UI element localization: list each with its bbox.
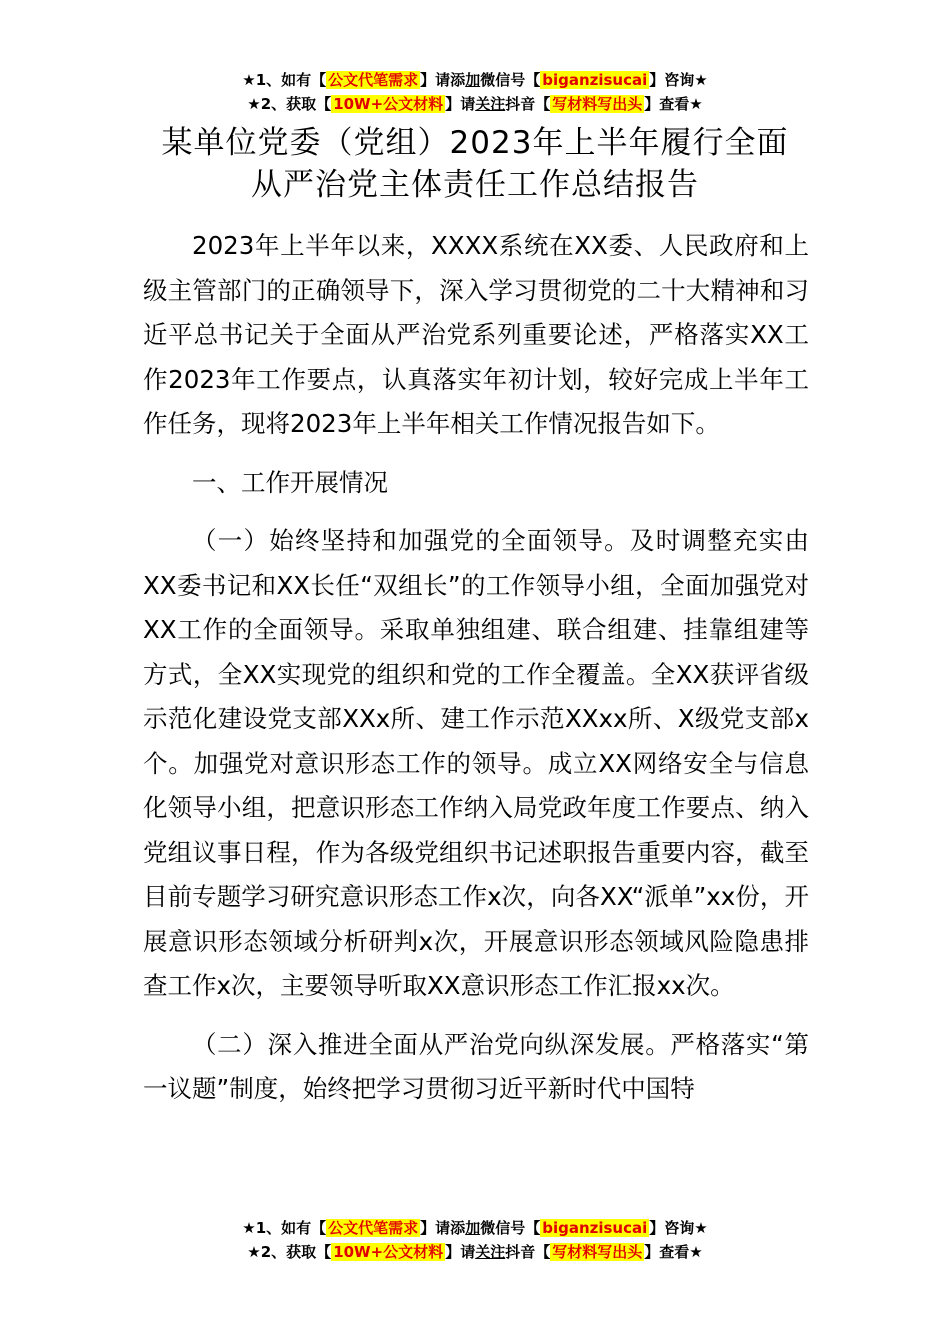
promo-line-1 [0,68,950,92]
promo-highlight: 10W+公文材料 [333,95,444,113]
promo-banner-bottom [0,1216,950,1264]
promo-line-2 [0,92,950,116]
promo-text: 】咨询★ [649,71,708,89]
promo-text: 】请添 [420,71,466,89]
promo-underlined-text: 加 [465,71,481,89]
promo-text: 微信号【 [480,1219,541,1237]
promo-highlight: 10W+公文材料 [333,1243,444,1261]
promo-text: ★2、获取【 [247,1243,332,1261]
promo-line-1 [0,1216,950,1240]
promo-text: 】请添 [420,1219,466,1237]
document-title [0,122,950,206]
title-line-2: 从严治党主体责任工作总结报告 [251,167,699,203]
promo-highlight: biganzisucai [542,1219,648,1237]
body-paragraph-1: （一）始终坚持和加强党的全面领导。及时调整充实由XX委书记和XX长任“双组长”的工作领导小组，全面加强党对XX工作的全面领导。采取单独组建、联合组建、挂靠组建等方式，全XX实现党的组织和党的工作全覆盖。全XX获评省级示范化建设党支部XXx所、建工作示范XXxx所、X级党支部x个。加强党对意识形态工作的领导。成立XX网络安全与信息化领导小组，把意识形态工作纳入局党政年度工作要点、纳入党组议事日程，作为各级党组织书记述职报告重要内容，截至目前专题学习研究意识形态工作x次，向各XX“派单”xx份，开展意识形态领域分析研判x次，开展意识形态领域风险隐患排查工作x次，主要领导听取XX意识形态工作汇报xx次。 [143,526,809,1000]
promo-text: 】请 [445,95,476,113]
body-paragraph-2: （二）深入推进全面从严治党向纵深发展。严格落实“第一议题”制度，始终把学习贯彻习近平新时代中国特 [143,1029,809,1103]
title-line-1: 某单位党委（党组）2023年上半年履行全面 [161,125,789,161]
promo-line-2 [0,1240,950,1264]
promo-banner-top [0,68,950,116]
promo-highlight: biganzisucai [542,71,648,89]
promo-text: ★1、如有【 [242,71,327,89]
promo-text: ★1、如有【 [242,1219,327,1237]
intro-paragraph: 2023年上半年以来，XXXX系统在XX委、人民政府和上级主管部门的正确领导下，深入学习贯彻党的二十大精神和习近平总书记关于全面从严治党系列重要论述，严格落实XX工作2023年工作要点，认真落实年初计划，较好完成上半年工作任务，现将2023年上半年相关工作情况报告如下。 [143,231,809,438]
section-heading: 一、工作开展情况 [192,467,388,497]
promo-text: 】查看★ [644,95,703,113]
document-body [143,224,809,1112]
promo-text: 微信号【 [480,71,541,89]
promo-text: 】咨询★ [649,1219,708,1237]
promo-underlined-text: 关注 [475,1243,506,1261]
promo-underlined-text: 关注 [475,95,506,113]
promo-highlight: 写材料写出头 [552,1243,643,1261]
promo-underlined-text: 加 [465,1219,481,1237]
promo-text: 抖音【 [505,95,551,113]
promo-highlight: 公文代笔需求 [328,1219,419,1237]
promo-highlight: 写材料写出头 [552,95,643,113]
promo-text: ★2、获取【 [247,95,332,113]
promo-highlight: 公文代笔需求 [328,71,419,89]
promo-text: 】查看★ [644,1243,703,1261]
promo-text: 】请 [445,1243,476,1261]
promo-text: 抖音【 [505,1243,551,1261]
